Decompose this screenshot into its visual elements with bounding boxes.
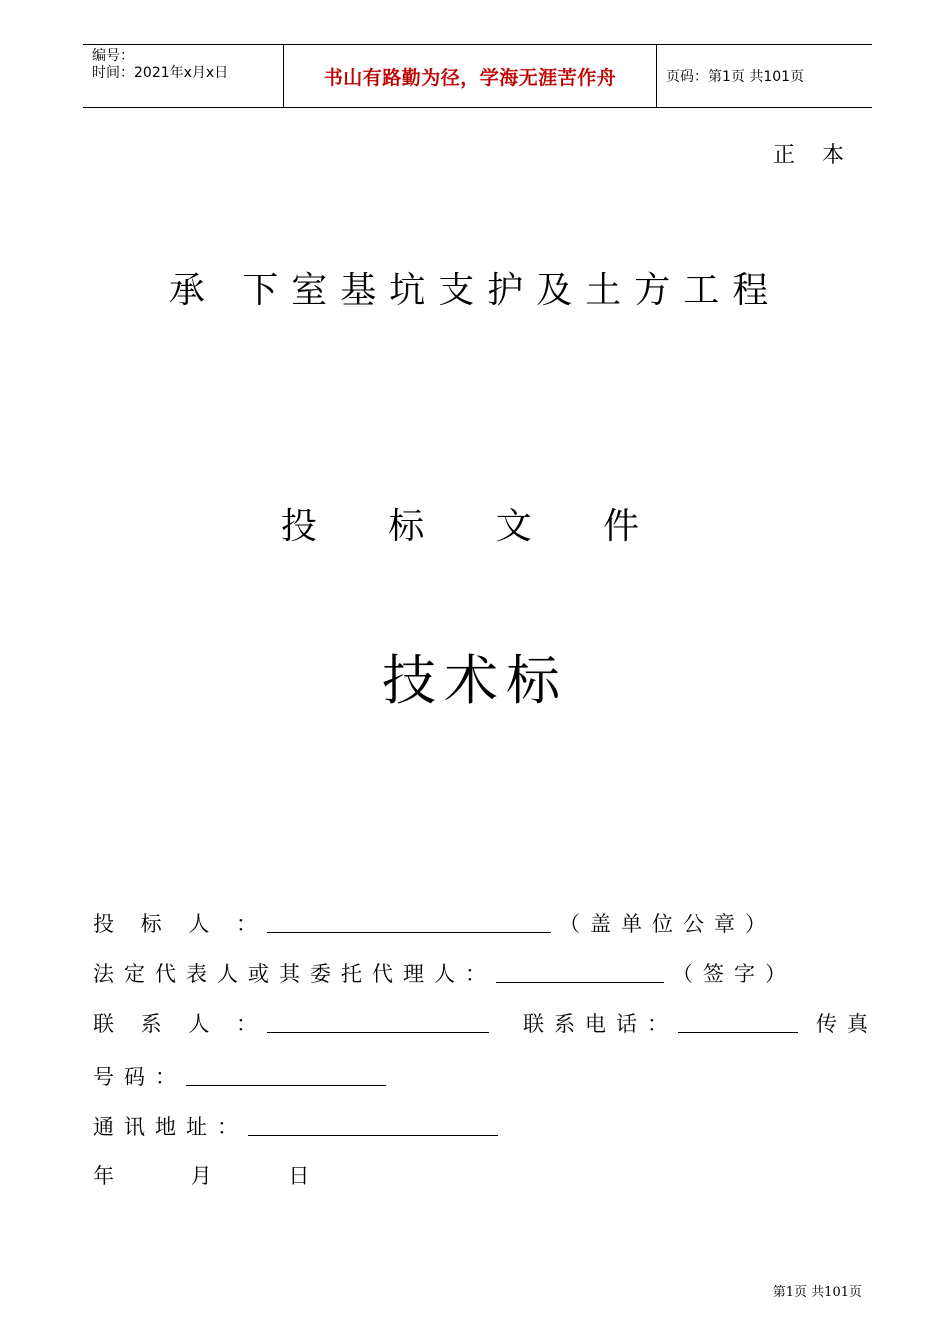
header-motto: 书山有路勤为径，学海无涯苦作舟 [284, 45, 657, 107]
representative-blank [496, 960, 664, 983]
section-title: 技术标 [382, 649, 568, 712]
bidder-line [93, 908, 776, 938]
representative-line [93, 958, 796, 988]
serial-label: 编号： [92, 48, 134, 64]
document-type: 投 标 文 件 [280, 506, 670, 547]
header-table [83, 44, 872, 108]
representative-label: 法定代表人或其委托代理人： [93, 962, 496, 986]
bidder-note: （盖单位公章） [559, 912, 777, 936]
representative-note: （签字） [672, 962, 796, 986]
fax-label-part2: 号码： [93, 1065, 186, 1089]
address-label: 通讯地址： [93, 1115, 248, 1139]
header-page-info: 页码：第1页 共101页 [666, 69, 805, 85]
project-title: 承 下室基坑支护及土方工程 [168, 270, 782, 311]
fax-label-part1: 传真 [816, 1012, 879, 1036]
contact-blank [267, 1010, 489, 1033]
fax-line [93, 1061, 394, 1091]
address-line [93, 1111, 506, 1141]
phone-blank [678, 1010, 798, 1033]
address-blank [248, 1113, 498, 1136]
fax-blank [186, 1063, 386, 1086]
footer-page-number: 第1页 共101页 [772, 1285, 862, 1300]
contact-label: 联 系 人 ： [93, 1012, 268, 1036]
copy-type-label: 正 本 [773, 143, 854, 168]
header-left-cell [83, 45, 284, 107]
contact-line [93, 1008, 878, 1038]
time-label: 时间：2021年x月x日 [92, 65, 229, 81]
date-line: 年 月 日 [93, 1164, 320, 1188]
phone-label: 联系电话： [523, 1012, 679, 1036]
bidder-label: 投 标 人 ： [93, 912, 268, 936]
bidder-blank [267, 910, 551, 933]
